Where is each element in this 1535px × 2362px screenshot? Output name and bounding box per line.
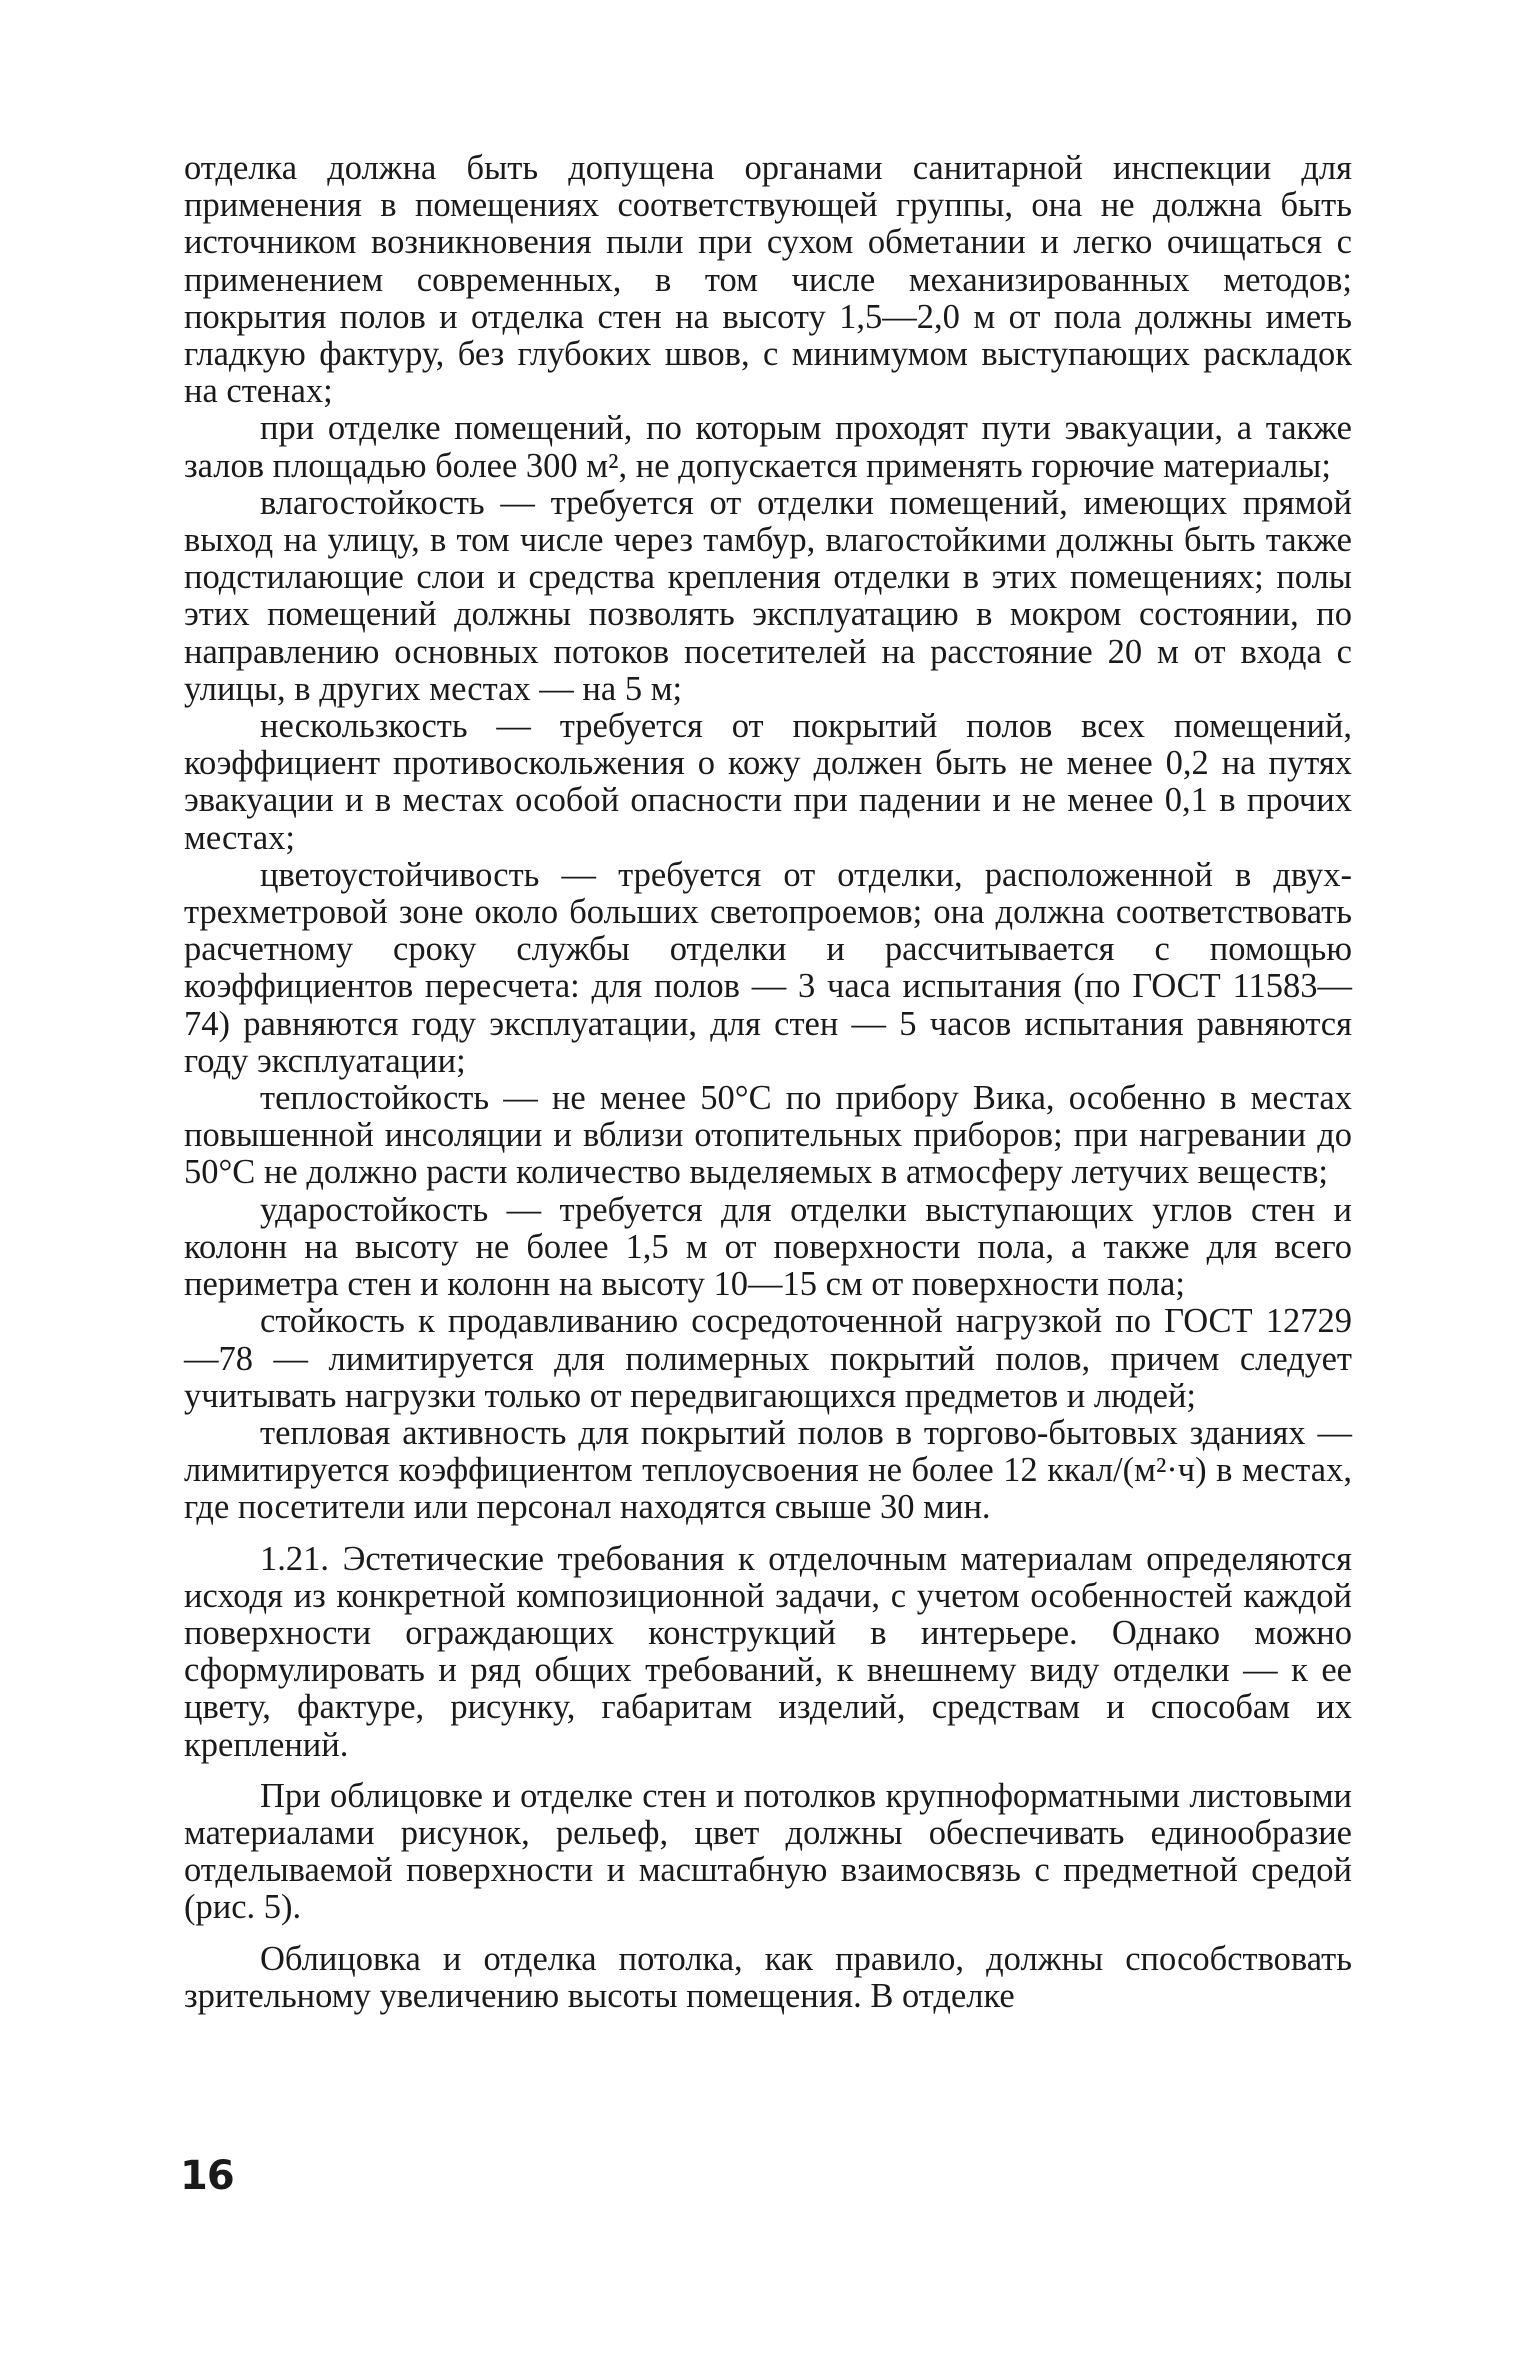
paragraph-evacuation: при отделке помещений, по которым проходят пути эвакуации, а также залов площадью более 300 м², не допускается применять горючие материалы; <box>184 409 1352 485</box>
paragraph-impact-resistance: ударостойкость — требуется для отделки выступающих углов стен и колонн на высоту не более 1,5 м от поверхности пола, а также для всего периметра стен и колонн на высоту 10—15 см от поверхности пола; <box>184 1190 1352 1304</box>
paragraph-moisture-resistance: влагостойкость — требуется от отделки помещений, имеющих прямой выход на улицу, в том числе через тамбур, влагостойкими должны быть также подстилающие слои и средства крепления отделки в этих помещениях; полы этих помещений должны позволять эксплуатацию в мокром состоянии, по направлению основных потоков посетителей на расстояние 20 м от входа с улицы, в других местах — на 5 м; <box>184 483 1352 708</box>
paragraph-slip-resistance: нескользкость — требуется от покрытий полов всех помещений, коэффициент противоскольжения о кожу должен быть не менее 0,2 на путях эвакуации и в местах особой опасности при падении и не менее 0,1 в прочих местах; <box>184 707 1352 857</box>
paragraph-color-fastness: цветоустойчивость — требуется от отделки, расположенной в двух-трехметровой зоне около больших светопроемов; она должна соответствовать расчетному сроку службы отделки и рассчитывается с помощью коэффициентов пересчета: для полов — 3 часа испытания (по ГОСТ 11583—74) равняются году эксплуатации, для стен — 5 часов испытания равняются году эксплуатации; <box>184 855 1352 1080</box>
body-text <box>184 150 1352 2015</box>
paragraph-thermal-activity: тепловая активность для покрытий полов в торгово-бытовых зданиях — лимитируется коэффициентом теплоусвоения не более 12 ккал/(м²·ч) в местах, где посетители или персонал находятся свыше 30 мин. <box>184 1413 1352 1527</box>
page-number: 16 <box>180 2153 234 2199</box>
paragraph-heat-resistance: теплостойкость — не менее 50°С по прибору Вика, особенно в местах повышенной инсоляции и вблизи отопительных приборов; при нагревании до 50°С не должно расти количество выделяемых в атмосферу летучих веществ; <box>184 1079 1352 1192</box>
paragraph-indentation-resistance: стойкость к продавливанию сосредоточенной нагрузкой по ГОСТ 12729—78 — лимитируется для полимерных покрытий полов, причем следует учитывать нагрузки только от передвигающихся предметов и людей; <box>184 1302 1352 1415</box>
paragraph-section-1-21: 1.21. Эстетические требования к отделочным материалам определяются исходя из конкретной композиционной задачи, с учетом особенностей каждой поверхности ограждающих конструкций в интерьере. Однако можно сформулировать и ряд общих требований, к внешнему виду отделки — к ее цвету, фактуре, рисунку, габаритам изделий, средствам и способам их креплений. <box>184 1539 1352 1764</box>
paragraph-large-format-cladding: При облицовке и отделке стен и потолков крупноформатными листовыми материалами рисунок, рельеф, цвет должны обеспечивать единообразие отделываемой поверхности и масштабную взаимосвязь с предметной средой (рис. 5). <box>184 1776 1352 1927</box>
paragraph-ceiling-finish: Облицовка и отделка потолка, как правило, должны способствовать зрительному увеличению высоты помещения. В отделке <box>184 1939 1352 2015</box>
paragraph-finish-sanitary: отделка должна быть допущена органами санитарной инспекции для применения в помещениях соответствующей группы, она не должна быть источником возникновения пыли при сухом обметании и легко очищаться с применением современных, в том числе механизированных методов; покрытия полов и отделка стен на высоту 1,5—2,0 м от пола должны иметь гладкую фактуру, без глубоких швов, с минимумом выступающих раскладок на стенах; <box>184 149 1352 411</box>
